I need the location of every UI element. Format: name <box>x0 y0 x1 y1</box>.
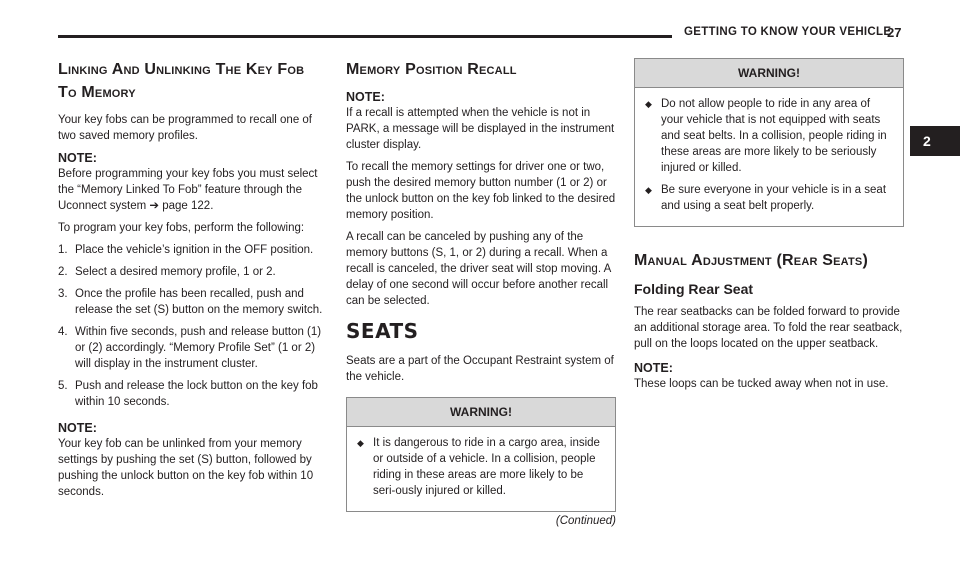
paragraph: The rear seatbacks can be folded forward to provide an additional storage area. To fold the rear seatback, pull on the loops located on the upper seatback. <box>634 306 903 350</box>
list-item: 5. Push and release the lock button on the key fob within 10 seconds. <box>58 380 318 408</box>
list-item: 1. Place the vehicle’s ignition in the OFF position. <box>58 244 314 256</box>
note-paragraph: Before programming your key fobs you must select the “Memory Linked To Fob” feature through the Uconnect system ➔ page 122. <box>58 168 318 212</box>
section-heading-memory-recall: Memory Position Recall <box>346 61 517 78</box>
diamond-bullet-icon: ◆ <box>645 99 652 109</box>
note-label: NOTE: <box>634 361 673 375</box>
steps-list <box>58 242 328 410</box>
subsection-heading-folding: Folding Rear Seat <box>634 281 754 297</box>
warning-box <box>346 397 616 512</box>
running-header: GETTING TO KNOW YOUR VEHICLE <box>684 26 892 38</box>
column-1 <box>58 58 328 506</box>
warning-item: ◆ It is dangerous to ride in a cargo area, inside or outside of a vehicle. In a collision, people riding in these areas are more likely to be seri-ously injured or killed. <box>357 437 600 497</box>
list-item: 2. Select a desired memory profile, 1 or 2. <box>58 266 276 278</box>
chapter-tab: 2 <box>910 126 960 156</box>
list-item: 4. Within five seconds, push and release button (1) or (2) accordingly. “Memory Profile Set” (1 or 2) will display in the instrument cluster. <box>58 326 322 370</box>
chapter-heading-seats: SEATS <box>346 319 419 343</box>
paragraph: To recall the memory settings for driver one or two, push the desired memory button number (1 or 2) or the unlock button on the key fob linked to the desired memory position. <box>346 161 616 221</box>
note-paragraph: If a recall is attempted when the vehicle is not in PARK, a message will be displayed in the instrument cluster display. <box>346 107 615 151</box>
arrow-icon: ➔ <box>149 200 160 212</box>
header-rule <box>58 35 672 38</box>
warning-title: WARNING! <box>635 59 903 88</box>
paragraph: Seats are a part of the Occupant Restraint system of the vehicle. <box>346 355 614 383</box>
list-item: 3. Once the profile has been recalled, push and release the set (S) button on the memory switch. <box>58 288 323 316</box>
continued-label: (Continued) <box>555 515 616 527</box>
note-label: NOTE: <box>346 90 385 104</box>
warning-title: WARNING! <box>347 398 615 427</box>
section-heading-key-fob: Linking And Unlinking The Key Fob To Memory <box>58 61 305 101</box>
note-label: NOTE: <box>58 421 97 435</box>
note-paragraph: These loops can be tucked away when not in use. <box>634 378 889 390</box>
paragraph: A recall can be canceled by pushing any of the memory buttons (S, 1, or 2) during a recall. When a recall is canceled, the driver seat will stop moving. A delay of one second will occur before another recall can be selected. <box>346 231 611 307</box>
column-2 <box>346 58 616 528</box>
intro-paragraph: Your key fobs can be programmed to recall one of two saved memory profiles. <box>58 114 312 142</box>
warning-item: ◆ Do not allow people to ride in any area of your vehicle that is not equipped with seats and seat belts. In a collision, people riding in these areas are more likely to be seriously injured or killed. <box>645 98 887 174</box>
diamond-bullet-icon: ◆ <box>645 185 652 195</box>
warning-box <box>634 58 904 227</box>
note-label: NOTE: <box>58 151 97 165</box>
page-number: 27 <box>887 25 902 40</box>
program-intro: To program your key fobs, perform the following: <box>58 222 305 234</box>
note-paragraph: Your key fob can be unlinked from your memory settings by pushing the set (S) button, followed by pushing the unlock button on the key fob within 10 seconds. <box>58 438 314 498</box>
column-3 <box>634 58 904 398</box>
warning-item: ◆ Be sure everyone in your vehicle is in a seat and using a seat belt properly. <box>645 184 887 212</box>
section-heading-manual-adjustment: Manual Adjustment (Rear Seats) <box>634 252 868 269</box>
diamond-bullet-icon: ◆ <box>357 438 364 448</box>
